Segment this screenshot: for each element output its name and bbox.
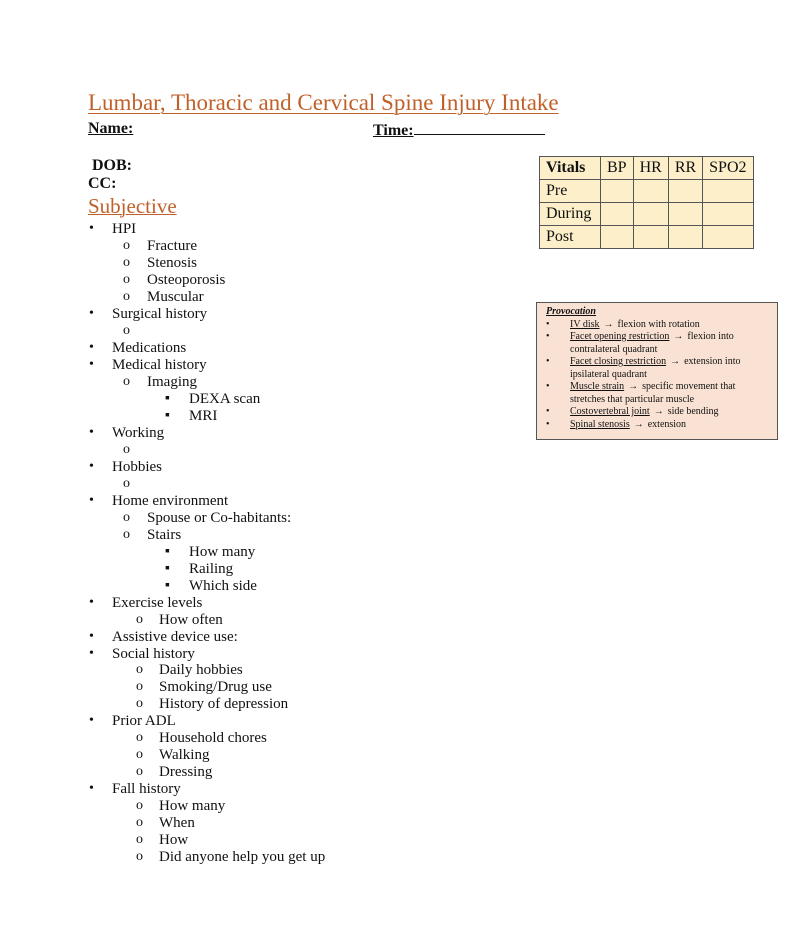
outline-item: HPI xyxy=(112,221,137,237)
bp-header: BP xyxy=(601,157,634,180)
time-field-label: Time: xyxy=(373,122,414,139)
cc-field-label: CC: xyxy=(88,175,117,192)
bullet-icon: • xyxy=(89,424,94,440)
spo2-header: SPO2 xyxy=(703,157,753,180)
provocation-item xyxy=(546,319,771,332)
circle-bullet-icon: o xyxy=(136,611,143,627)
vitals-cell[interactable] xyxy=(633,180,668,203)
bullet-icon: • xyxy=(89,221,94,236)
bullet-icon: • xyxy=(89,628,94,644)
circle-bullet-icon: o xyxy=(123,509,130,525)
outline-item: How xyxy=(159,832,189,849)
vitals-cell[interactable] xyxy=(633,226,668,249)
rr-header: RR xyxy=(668,157,702,180)
circle-bullet-icon: o xyxy=(123,322,130,338)
bullet-icon: • xyxy=(546,331,550,342)
provocation-term: Facet opening restriction xyxy=(570,331,670,342)
outline-item: Surgical history xyxy=(112,305,208,322)
circle-bullet-icon: o xyxy=(136,747,143,763)
outline-item: Daily hobbies xyxy=(159,662,243,679)
bullet-icon: • xyxy=(546,356,550,367)
bullet-icon: • xyxy=(89,339,94,355)
provocation-desc: side bending xyxy=(667,406,719,417)
provocation-item xyxy=(546,331,771,356)
vitals-row-post xyxy=(540,226,754,249)
arrow-icon: → xyxy=(603,318,614,330)
provocation-term: Facet closing restriction xyxy=(570,356,667,367)
provocation-term: Spinal stenosis xyxy=(570,418,630,430)
circle-bullet-icon: o xyxy=(136,679,143,695)
provocation-heading: Provocation xyxy=(546,306,596,317)
hr-header: HR xyxy=(633,157,668,180)
circle-bullet-icon: o xyxy=(136,662,143,678)
provocation-desc: flexion into contralateral quadrant xyxy=(570,331,734,355)
circle-bullet-icon: o xyxy=(123,526,130,542)
circle-bullet-icon: o xyxy=(123,237,130,253)
outline-item: When xyxy=(159,815,195,832)
arrow-icon: → xyxy=(673,331,684,342)
outline-item: MRI xyxy=(189,407,218,424)
vitals-row-during xyxy=(540,203,754,226)
outline-item: Assistive device use: xyxy=(112,628,238,645)
outline-item: Home environment xyxy=(112,492,229,509)
vitals-cell[interactable] xyxy=(703,203,753,226)
provocation-item xyxy=(546,419,771,432)
provocation-item xyxy=(546,381,771,406)
bullet-icon: • xyxy=(89,305,94,321)
circle-bullet-icon: o xyxy=(136,798,143,814)
outline-item: How often xyxy=(159,611,223,628)
vitals-cell[interactable] xyxy=(668,203,702,226)
circle-bullet-icon: o xyxy=(123,288,130,304)
bullet-icon: • xyxy=(546,406,550,417)
vitals-row-pre xyxy=(540,180,754,203)
circle-bullet-icon: o xyxy=(136,730,143,746)
arrow-icon: → xyxy=(628,381,639,392)
outline-item: How many xyxy=(189,543,256,560)
circle-bullet-icon: o xyxy=(136,832,143,848)
provocation-item xyxy=(546,356,771,381)
outline-item: Stairs xyxy=(147,526,182,543)
bullet-icon: • xyxy=(89,356,94,372)
circle-bullet-icon: o xyxy=(136,764,143,780)
time-field[interactable] xyxy=(373,120,545,140)
arrow-icon: → xyxy=(670,356,681,367)
vitals-header: Vitals xyxy=(540,157,601,180)
subjective-heading: Subjective xyxy=(88,194,177,218)
outline-item: Walking xyxy=(159,747,210,764)
provocation-desc: extension xyxy=(647,418,687,430)
outline-item: Medications xyxy=(112,339,187,356)
vitals-cell[interactable] xyxy=(601,226,634,249)
outline-item: Smoking/Drug use xyxy=(159,679,272,696)
provocation-list xyxy=(546,319,771,432)
outline-item: DEXA scan xyxy=(189,390,261,407)
circle-bullet-icon: o xyxy=(123,475,130,491)
vitals-cell[interactable] xyxy=(601,180,634,203)
vitals-table xyxy=(539,156,754,249)
name-field-label: Name: xyxy=(88,120,134,137)
vitals-cell[interactable] xyxy=(633,203,668,226)
square-bullet-icon: ▪ xyxy=(165,543,170,559)
outline-item: How many xyxy=(159,798,226,815)
outline-item: Fracture xyxy=(147,237,197,254)
outline-item: Exercise levels xyxy=(112,594,203,611)
provocation-desc: specific movement that stretches that particular muscle xyxy=(570,381,736,405)
circle-bullet-icon: o xyxy=(123,373,130,389)
vitals-cell[interactable] xyxy=(668,180,702,203)
circle-bullet-icon: o xyxy=(123,254,130,270)
vitals-cell[interactable] xyxy=(601,203,634,226)
bullet-icon: • xyxy=(89,492,94,508)
provocation-desc: extension into ipsilateral quadrant xyxy=(570,356,741,380)
outline-item: Medical history xyxy=(112,356,207,373)
outline-item: Prior ADL xyxy=(112,713,176,730)
outline-item: Muscular xyxy=(147,288,204,305)
outline-item: Spouse or Co-habitants: xyxy=(147,509,292,526)
bullet-icon: • xyxy=(546,318,550,330)
provocation-term: Costovertebral joint xyxy=(570,406,650,417)
outline-item: Did anyone help you get up xyxy=(159,849,326,866)
circle-bullet-icon: o xyxy=(123,441,130,457)
outline-item: Stenosis xyxy=(147,254,198,271)
bullet-icon: • xyxy=(546,381,550,392)
bullet-icon: • xyxy=(89,781,94,797)
outline-item: Railing xyxy=(189,560,234,577)
outline-item: Dressing xyxy=(159,764,213,781)
square-bullet-icon: ▪ xyxy=(165,577,170,593)
outline-item: Imaging xyxy=(147,373,197,390)
outline-item: Social history xyxy=(112,645,195,662)
circle-bullet-icon: o xyxy=(136,849,143,865)
row-label: During xyxy=(540,203,601,226)
outline-item: History of depression xyxy=(159,696,289,713)
row-label: Post xyxy=(540,226,601,249)
outline-item: Osteoporosis xyxy=(147,271,226,288)
square-bullet-icon: ▪ xyxy=(165,560,170,576)
bullet-icon: • xyxy=(89,645,94,661)
outline-item: Hobbies xyxy=(112,458,162,475)
bullet-icon: • xyxy=(89,713,94,729)
vitals-cell[interactable] xyxy=(703,180,753,203)
circle-bullet-icon: o xyxy=(136,696,143,712)
bullet-icon: • xyxy=(546,418,550,430)
provocation-item xyxy=(546,406,771,419)
circle-bullet-icon: o xyxy=(123,271,130,287)
outline-item: Working xyxy=(112,424,165,441)
circle-bullet-icon: o xyxy=(136,815,143,831)
arrow-icon: → xyxy=(633,418,644,430)
provocation-term: IV disk xyxy=(570,318,600,330)
dob-field-label: DOB: xyxy=(92,157,132,174)
vitals-cell[interactable] xyxy=(668,226,702,249)
arrow-icon: → xyxy=(653,406,664,417)
outline-item: Household chores xyxy=(159,730,267,747)
square-bullet-icon: ▪ xyxy=(165,407,170,423)
page-title: Lumbar, Thoracic and Cervical Spine Injury Intake xyxy=(88,90,559,115)
provocation-desc: flexion with rotation xyxy=(617,318,700,330)
row-label: Pre xyxy=(540,180,601,203)
vitals-header-row xyxy=(540,157,754,180)
vitals-cell[interactable] xyxy=(703,226,753,249)
provocation-box xyxy=(536,302,778,440)
outline-item: Which side xyxy=(189,577,257,594)
square-bullet-icon: ▪ xyxy=(165,390,170,406)
bullet-icon: • xyxy=(89,594,94,610)
bullet-icon: • xyxy=(89,458,94,474)
provocation-term: Muscle strain xyxy=(570,381,625,392)
outline-item: Fall history xyxy=(112,781,181,798)
